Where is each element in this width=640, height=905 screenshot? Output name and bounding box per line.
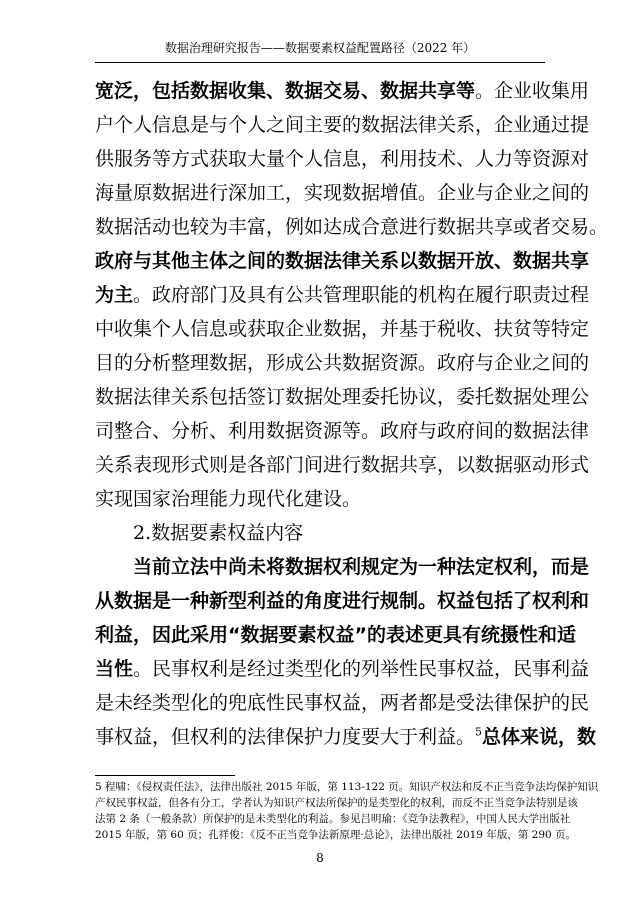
body-text: [95, 74, 609, 754]
text-line: [95, 448, 590, 482]
text-line: [95, 108, 590, 142]
text-line: [95, 720, 597, 754]
bold-text: 政府与其他主体之间的数据法律关系以数据开放、数据共享: [95, 250, 590, 272]
footnote-rule: [95, 775, 235, 776]
running-header: 数据治理研究报告——数据要素权益配置路径（2022 年）: [164, 41, 476, 55]
normal-text: 供服务等方式获取大量个人信息，利用技术、人力等资源对: [95, 148, 590, 170]
bold-text: 从数据是一种新型利益的角度进行规制。权益包括了权利和: [95, 590, 590, 612]
text-line: [95, 414, 590, 448]
subheading: [95, 516, 545, 550]
bold-text: 当前立法中尚未将数据权利规定为一种法定权利，而是: [133, 556, 590, 578]
footnote-line: 2015 年版，第 60 页；孔祥俊：《反不正当竞争法新原理·总论》，法律出版社 2019 年版，第 290 页。: [95, 829, 577, 841]
normal-text: 司整合、分析、利用数据资源等。政府与政府间的数据法律: [95, 420, 590, 442]
text-line: [95, 176, 590, 210]
text-line: [95, 618, 576, 652]
bold-text: 宽泛，包括数据收集、数据交易、数据共享等: [95, 80, 476, 102]
normal-text: 户个人信息是与个人之间主要的数据法律关系，企业通过提: [95, 114, 590, 136]
normal-text: 。企业收集用: [475, 80, 590, 102]
bold-text: 总体来说，数: [482, 726, 597, 748]
text-line: [95, 142, 590, 176]
bold-text: 当性: [95, 658, 134, 680]
normal-text: 海量原数据进行深加工，实现数据增值。企业与企业之间的: [95, 182, 590, 204]
normal-text: 。政府部门及具有公共管理职能的机构在履行职责过程: [133, 284, 590, 306]
footnote-line: 法第 2 条（一般条款）所保护的是未类型化的利益。参见吕明瑜：《竞争法教程》，中国人民大学出版社: [95, 813, 571, 825]
footnote: [95, 779, 599, 843]
bold-text: 为主: [95, 284, 134, 306]
header-rule: [95, 62, 545, 63]
text-line: [95, 244, 590, 278]
normal-text: 。民事权利是经过类型化的列举性民事权益，民事利益: [133, 658, 590, 680]
text-line: [95, 482, 545, 516]
text-line: [95, 210, 609, 244]
text-line: [95, 652, 590, 686]
text-line: [95, 278, 590, 312]
normal-text: 是未经类型化的兜底性民事权益，两者都是受法律保护的民: [95, 692, 590, 714]
normal-text: 事权益，但权利的法律保护力度要大于利益。: [95, 726, 476, 748]
text-line: [95, 550, 590, 584]
normal-text: 目的分析整理数据，形成公共数据资源。政府与企业之间的: [95, 352, 590, 374]
text-line: [95, 74, 590, 108]
normal-text: 中收集个人信息或获取企业数据，并基于税收、扶贫等特定: [95, 318, 590, 340]
text-line: [95, 686, 590, 720]
footnote-line: 产权民事权益，但各有分工，学者认为知识产权法所保护的是类型化的权利，而反不正当竞争法特别是该: [95, 797, 578, 809]
footnote-marker[interactable]: 5: [475, 725, 483, 739]
normal-text: 实现国家治理能力现代化建设。: [95, 488, 362, 510]
page-number: 8: [316, 851, 324, 865]
text-line: [95, 380, 590, 414]
bold-text: 利益，因此采用“数据要素权益”的表述更具有统摄性和适: [95, 624, 576, 646]
subheading-text: 2.数据要素权益内容: [133, 522, 304, 544]
text-line: [95, 312, 590, 346]
normal-text: 数据法律关系包括签订数据处理委托协议，委托数据处理公: [95, 386, 590, 408]
footnote-line: 5 程啸：《侵权责任法》，法律出版社 2015 年版，第 113-122 页。知识产权法和反不正当竞争法均保护知识: [95, 781, 599, 793]
text-line: [95, 346, 590, 380]
normal-text: 数据活动也较为丰富，例如达成合意进行数据共享或者交易。: [95, 216, 609, 238]
normal-text: 关系表现形式则是各部门间进行数据共享，以数据驱动形式: [95, 454, 590, 476]
text-line: [95, 584, 590, 618]
